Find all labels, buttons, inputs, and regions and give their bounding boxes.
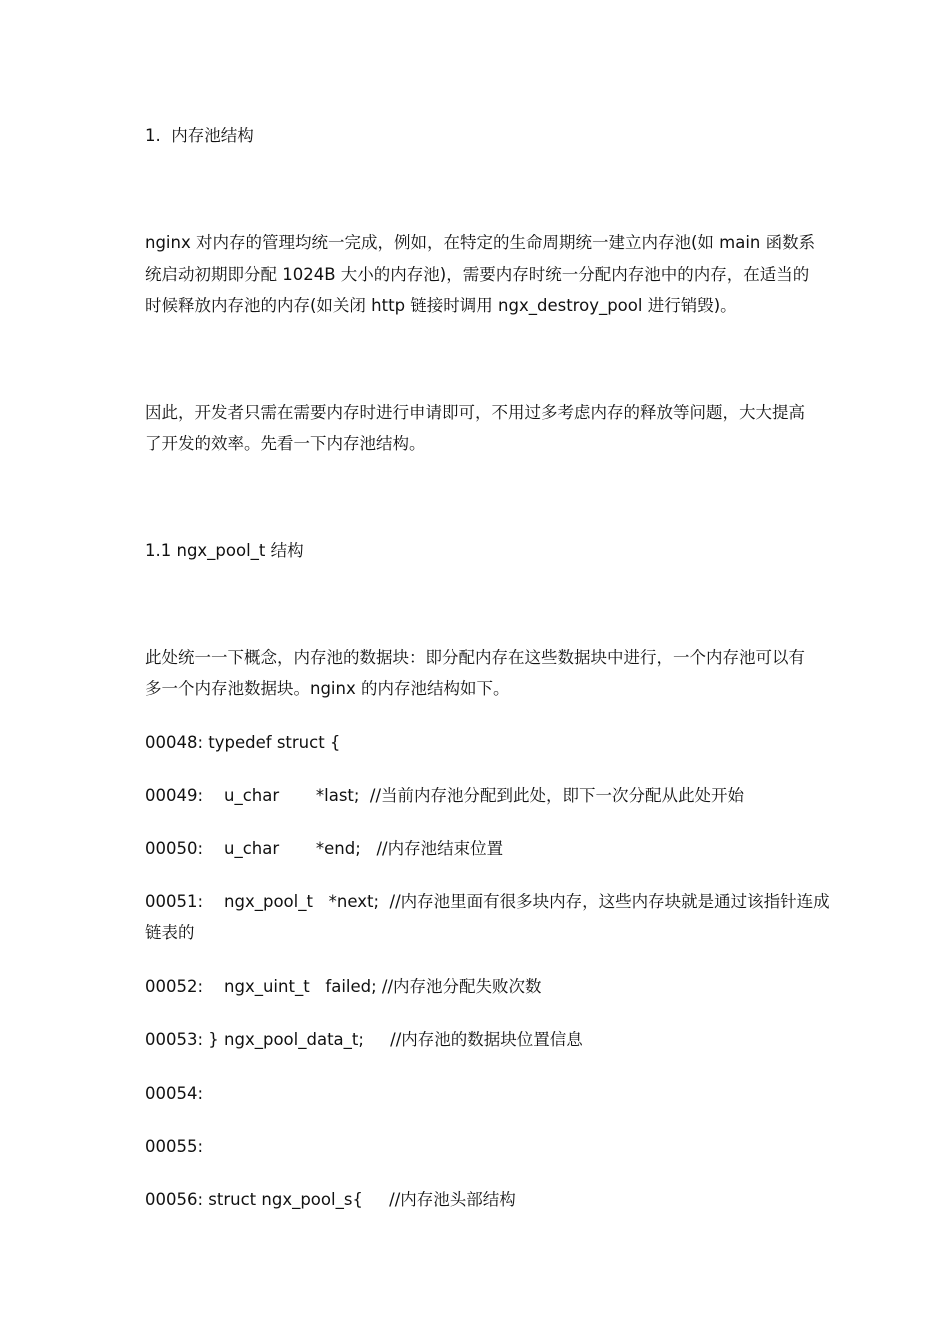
concept-paragraph-line-2: 多一个内存池数据块。nginx 的内存池结构如下。 bbox=[145, 679, 510, 698]
code-line-00048: 00048: typedef struct { bbox=[145, 733, 341, 752]
intro-paragraph-line-1: nginx 对内存的管理均统一完成，例如，在特定的生命周期统一建立内存池(如 main 函数系 bbox=[145, 233, 816, 252]
code-line-00051-continuation: 链表的 bbox=[145, 923, 195, 942]
section-heading-1: 1. 内存池结构 bbox=[145, 126, 254, 145]
code-line-00054: 00054: bbox=[145, 1084, 204, 1103]
concept-paragraph-line-1: 此处统一一下概念，内存池的数据块：即分配内存在这些数据块中进行，一个内存池可以有 bbox=[145, 648, 805, 667]
code-line-00052: 00052: ngx_uint_t failed; //内存池分配失败次数 bbox=[145, 977, 542, 996]
intro-paragraph-line-3: 时候释放内存池的内存(如关闭 http 链接时调用 ngx_destroy_pool 进行销毁)。 bbox=[145, 296, 737, 315]
developer-paragraph-line-1: 因此，开发者只需在需要内存时进行申请即可，不用过多考虑内存的释放等问题，大大提高 bbox=[145, 403, 805, 422]
intro-paragraph-line-2: 统启动初期即分配 1024B 大小的内存池)，需要内存时统一分配内存池中的内存，在适当的 bbox=[145, 265, 810, 284]
code-line-00055: 00055: bbox=[145, 1137, 204, 1156]
section-heading-1-1: 1.1 ngx_pool_t 结构 bbox=[145, 541, 304, 560]
code-line-00053: 00053: } ngx_pool_data_t; //内存池的数据块位置信息 bbox=[145, 1030, 583, 1049]
code-line-00049: 00049: u_char *last; //当前内存池分配到此处，即下一次分配从此处开始 bbox=[145, 786, 745, 805]
code-line-00050: 00050: u_char *end; //内存池结束位置 bbox=[145, 839, 504, 858]
developer-paragraph-line-2: 了开发的效率。先看一下内存池结构。 bbox=[145, 434, 426, 453]
code-line-00051: 00051: ngx_pool_t *next; //内存池里面有很多块内存，这些内存块就是通过该指针连成 bbox=[145, 892, 830, 911]
code-line-00056: 00056: struct ngx_pool_s{ //内存池头部结构 bbox=[145, 1190, 516, 1209]
